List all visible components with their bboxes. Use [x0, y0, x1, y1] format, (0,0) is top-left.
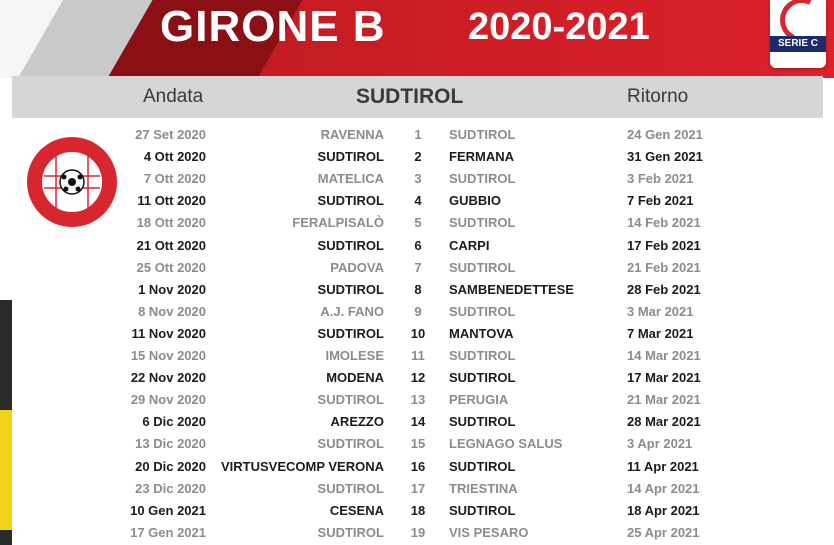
ritorno-date: 17 Mar 2021: [627, 370, 701, 386]
header-banner: [0, 0, 834, 78]
match-number: 17: [410, 480, 426, 496]
andata-date: 18 Ott 2020: [136, 215, 206, 231]
andata-date: 7 Ott 2020: [143, 171, 206, 187]
home-team: SUDTIROL: [317, 392, 384, 408]
away-team: LEGNAGO SALUS: [449, 436, 563, 452]
away-team: SAMBENEDETTESE: [449, 281, 574, 297]
ritorno-date: 3 Mar 2021: [627, 303, 694, 319]
header-team: SUDTIROL: [356, 85, 464, 108]
ritorno-date: 18 Apr 2021: [627, 502, 700, 518]
away-team: MANTOVA: [449, 325, 514, 341]
home-team: MATELICA: [317, 171, 384, 187]
andata-date: 22 Nov 2020: [130, 370, 206, 386]
andata-date: 25 Ott 2020: [136, 259, 206, 275]
andata-date: 11 Ott 2020: [137, 193, 206, 209]
table-row: [12, 522, 823, 544]
andata-date: 13 Dic 2020: [135, 436, 206, 452]
ritorno-date: 21 Mar 2021: [627, 392, 701, 408]
away-team: SUDTIROL: [449, 171, 516, 187]
table-row: [12, 124, 823, 146]
away-team: PERUGIA: [449, 392, 509, 408]
andata-date: 6 Dic 2020: [142, 414, 206, 430]
home-team: SUDTIROL: [317, 524, 384, 540]
ritorno-date: 28 Mar 2021: [627, 414, 701, 430]
away-team: CARPI: [449, 237, 490, 253]
page-title: GIRONE B: [160, 2, 386, 51]
table-row: [12, 456, 823, 478]
home-team: FERALPISALÒ: [292, 215, 384, 231]
andata-date: 10 Gen 2021: [130, 502, 206, 518]
andata-date: 1 Nov 2020: [138, 281, 206, 297]
andata-date: 11 Nov 2020: [131, 325, 206, 341]
match-number: 18: [410, 502, 426, 518]
table-row: [12, 212, 823, 234]
match-number: 11: [411, 348, 425, 363]
table-row: [12, 411, 823, 433]
home-team: SUDTIROL: [317, 480, 384, 496]
header-ritorno: Ritorno: [627, 86, 689, 107]
season-label: 2020-2021: [468, 6, 650, 48]
andata-date: 27 Set 2020: [135, 127, 206, 142]
andata-date: 8 Nov 2020: [138, 303, 206, 319]
away-team: GUBBIO: [449, 193, 501, 209]
home-team: CESENA: [329, 502, 384, 518]
away-team: SUDTIROL: [449, 303, 516, 319]
home-team: A.J. FANO: [320, 303, 384, 319]
table-row: [12, 323, 823, 345]
home-team: PADOVA: [330, 259, 384, 275]
ritorno-date: 14 Feb 2021: [627, 215, 701, 231]
home-team: AREZZO: [330, 414, 384, 430]
home-team: SUDTIROL: [317, 325, 384, 341]
schedule-header: [12, 76, 823, 118]
match-number: 16: [410, 458, 426, 474]
away-team: SUDTIROL: [449, 458, 516, 474]
table-row: [12, 433, 823, 455]
away-team: TRIESTINA: [449, 480, 518, 496]
andata-date: 21 Ott 2020: [136, 237, 206, 253]
table-row: [12, 257, 823, 279]
ritorno-date: 31 Gen 2021: [627, 149, 703, 165]
table-row: [12, 389, 823, 411]
ritorno-date: 28 Feb 2021: [627, 281, 701, 297]
match-number: 5: [414, 215, 422, 231]
match-number: 14: [410, 414, 426, 430]
match-number: 15: [410, 436, 426, 452]
ritorno-date: 17 Feb 2021: [627, 237, 701, 253]
ritorno-date: 11 Apr 2021: [627, 458, 699, 474]
andata-date: 15 Nov 2020: [130, 348, 206, 363]
match-number: 6: [414, 237, 422, 253]
ritorno-date: 25 Apr 2021: [627, 524, 700, 540]
table-row: [12, 168, 823, 190]
match-number: 10: [410, 325, 426, 341]
match-number: 4: [414, 193, 422, 209]
away-team: SUDTIROL: [449, 259, 516, 275]
away-team: VIS PESARO: [449, 524, 529, 540]
table-row: [12, 279, 823, 301]
serie-c-label: SERIE C: [770, 36, 826, 52]
home-team: SUDTIROL: [317, 149, 384, 165]
ritorno-date: 3 Apr 2021: [627, 436, 693, 452]
match-number: 7: [414, 259, 422, 275]
table-row: [12, 500, 823, 522]
andata-date: 29 Nov 2020: [130, 392, 206, 408]
andata-date: 23 Dic 2020: [135, 480, 206, 496]
table-row: [12, 235, 823, 257]
home-team: MODENA: [326, 370, 384, 386]
ritorno-date: 24 Gen 2021: [627, 127, 703, 142]
match-number: 13: [410, 392, 426, 408]
ritorno-date: 14 Mar 2021: [627, 348, 701, 363]
away-team: FERMANA: [449, 149, 514, 165]
match-number: 2: [414, 149, 422, 165]
match-number: 9: [414, 303, 422, 319]
away-team: SUDTIROL: [449, 127, 516, 142]
home-team: RAVENNA: [320, 127, 384, 142]
table-row: [12, 301, 823, 323]
away-team: SUDTIROL: [449, 370, 516, 386]
match-number: 1: [414, 127, 422, 142]
serie-c-logo: [770, 0, 826, 68]
match-number: 12: [410, 370, 426, 386]
andata-date: 17 Gen 2021: [130, 524, 206, 540]
andata-date: 4 Ott 2020: [143, 149, 206, 165]
ritorno-date: 7 Feb 2021: [627, 193, 694, 209]
side-art-yellow: [0, 410, 12, 530]
match-number: 3: [414, 171, 422, 187]
table-row: [12, 146, 823, 168]
ritorno-date: 14 Apr 2021: [627, 480, 700, 496]
header-andata: Andata: [143, 86, 204, 107]
away-team: SUDTIROL: [449, 414, 516, 430]
andata-date: 20 Dic 2020: [135, 458, 206, 474]
match-number: 8: [414, 281, 422, 297]
table-row: [12, 190, 823, 212]
home-team: IMOLESE: [325, 348, 384, 363]
ritorno-date: 21 Feb 2021: [627, 259, 701, 275]
home-team: SUDTIROL: [317, 237, 384, 253]
ritorno-date: 7 Mar 2021: [627, 325, 694, 341]
home-team: SUDTIROL: [317, 193, 384, 209]
away-team: SUDTIROL: [449, 502, 516, 518]
table-row: [12, 345, 823, 367]
table-row: [12, 478, 823, 500]
home-team: SUDTIROL: [317, 436, 384, 452]
match-number: 19: [410, 524, 426, 540]
home-team: SUDTIROL: [317, 281, 384, 297]
away-team: SUDTIROL: [449, 215, 516, 231]
home-team: VIRTUSVECOMP VERONA: [220, 458, 384, 474]
table-row: [12, 367, 823, 389]
ritorno-date: 3 Feb 2021: [627, 171, 694, 187]
away-team: SUDTIROL: [449, 348, 516, 363]
